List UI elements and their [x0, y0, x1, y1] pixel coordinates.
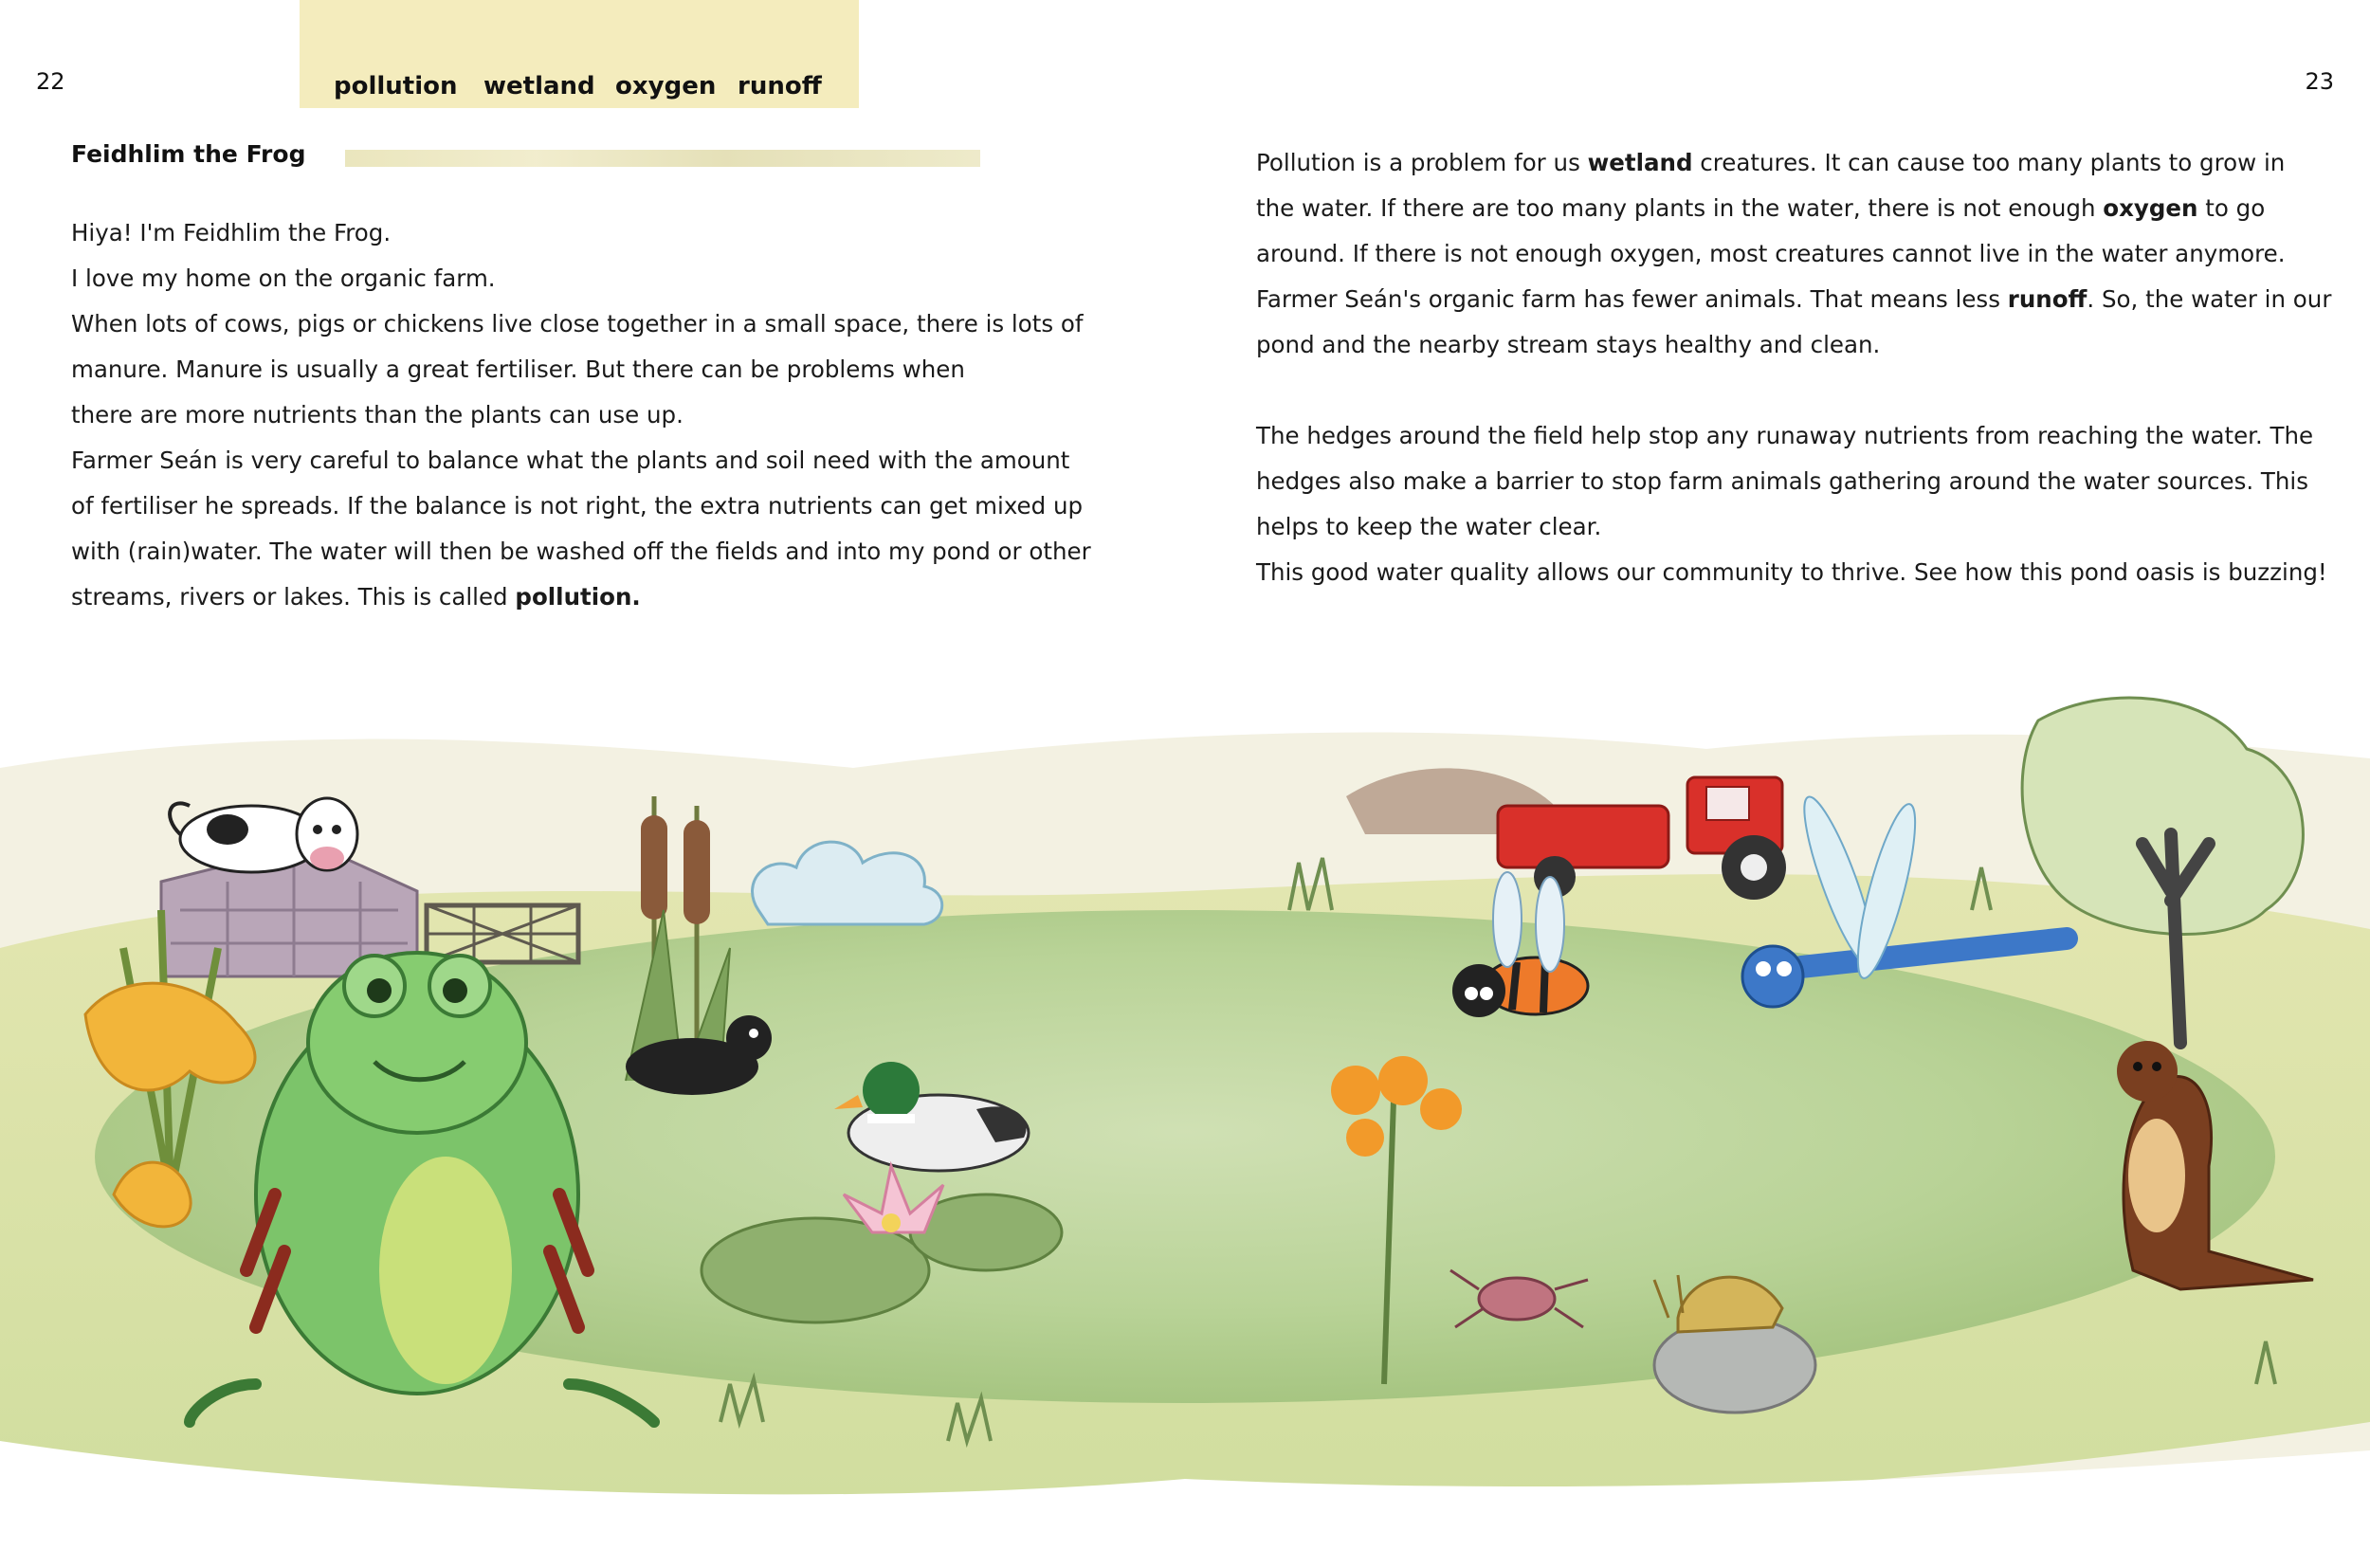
text-line: streams, rivers or lakes. This is called pollution. — [71, 583, 641, 611]
page-number-left: 22 — [36, 68, 65, 95]
text-line: manure. Manure is usually a great fertiliser. But there can be problems when — [71, 356, 965, 383]
pond-illustration — [0, 664, 2370, 1568]
text-line: the water. If there are too many plants in the water, there is not enough oxygen to go — [1256, 194, 2266, 222]
text-line: Farmer Seán is very careful to balance what the plants and soil need with the amount — [71, 447, 1070, 474]
watercolor-wash-strip — [345, 150, 980, 167]
keyword-runoff: runoff — [738, 72, 822, 100]
text-line: there are more nutrients than the plants can use up. — [71, 401, 684, 428]
text-line: of fertiliser he spreads. If the balance is not right, the extra nutrients can get mixed up — [71, 492, 1084, 520]
text-line: with (rain)water. The water will then be washed off the fields and into my pond or other — [71, 538, 1091, 565]
text-line: around. If there is not enough oxygen, most creatures cannot live in the water anymore. — [1256, 240, 2286, 267]
text-line: When lots of cows, pigs or chickens live close together in a small space, there is lots of — [71, 310, 1084, 337]
text-line: pond and the nearby stream stays healthy and clean. — [1256, 331, 1881, 358]
left-body-text — [71, 210, 1091, 620]
keyword-bar — [300, 0, 859, 108]
text-line: Farmer Seán's organic farm has fewer animals. That means less runoff. So, the water in our — [1256, 285, 2332, 313]
text-line: hedges also make a barrier to stop farm animals gathering around the water sources. This — [1256, 467, 2308, 495]
right-body-text — [1256, 140, 2331, 595]
text-line: The hedges around the field help stop any runaway nutrients from reaching the water. The — [1256, 422, 2314, 449]
text-line: Hiya! I'm Feidhlim the Frog. — [71, 219, 392, 246]
keyword-wetland: wetland — [483, 72, 595, 100]
text-line: I love my home on the organic farm. — [71, 264, 496, 292]
page-title: Feidhlim the Frog — [71, 140, 306, 168]
text-line: Pollution is a problem for us wetland creatures. It can cause too many plants to grow in — [1256, 149, 2286, 176]
text-line: helps to keep the water clear. — [1256, 513, 1602, 540]
keyword-oxygen: oxygen — [615, 72, 717, 100]
text-line: This good water quality allows our community to thrive. See how this pond oasis is buzzing! — [1256, 558, 2327, 586]
keyword-pollution: pollution — [334, 72, 458, 100]
page-number-right: 23 — [2305, 68, 2334, 95]
